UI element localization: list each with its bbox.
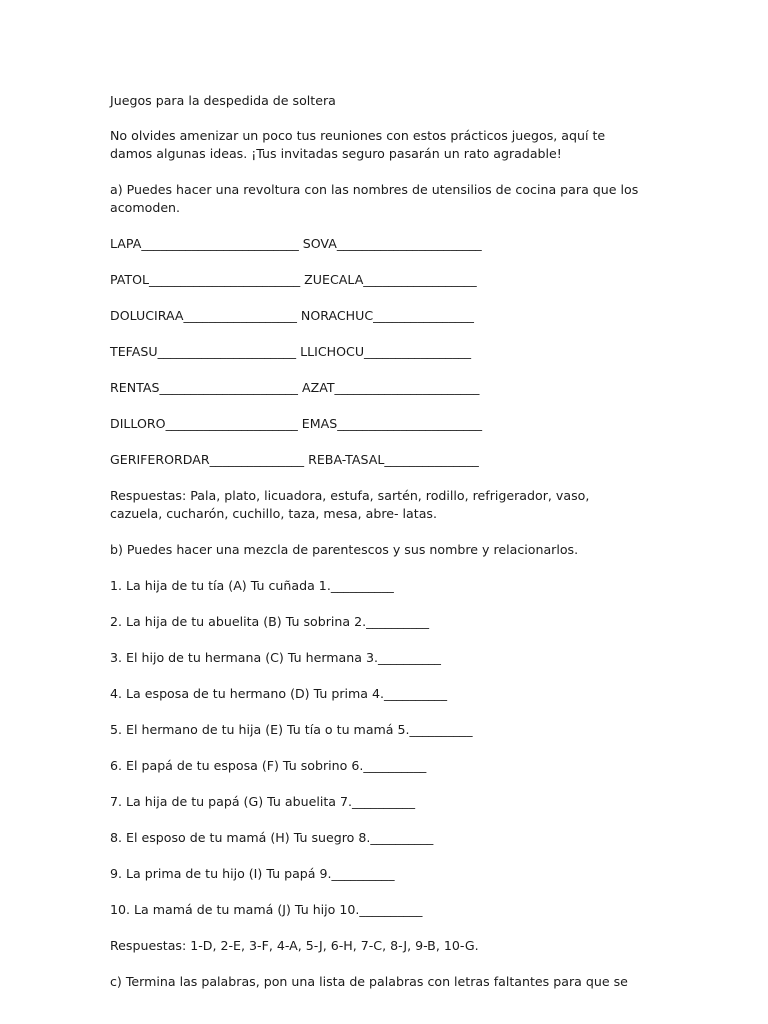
relation-item-7: 7. La hija de tu papá (G) Tu abuelita 7.__________ — [110, 794, 415, 809]
scramble-row-7: GERIFERORDAR_______________ REBA-TASAL_______________ — [110, 452, 479, 467]
relation-item-8: 8. El esposo de tu mamá (H) Tu suegro 8.__________ — [110, 830, 434, 845]
section-c-heading-line-1: c) Termina las palabras, pon una lista de palabras con letras faltantes para que se — [110, 974, 628, 989]
section-b-heading: b) Puedes hacer una mezcla de parentescos y sus nombre y relacionarlos. — [110, 542, 579, 557]
relation-item-5: 5. El hermano de tu hija (E) Tu tía o tu mamá 5.__________ — [110, 722, 473, 737]
scramble-row-4: TEFASU______________________ LLICHOCU_________________ — [110, 344, 472, 359]
relation-item-10: 10. La mamá de tu mamá (J) Tu hijo 10.__________ — [110, 902, 423, 917]
scramble-row-1: LAPA_________________________ SOVA_______________________ — [110, 236, 482, 251]
scramble-row-3: DOLUCIRAA__________________ NORACHUC________________ — [110, 308, 474, 323]
section-a-heading-line-1: a) Puedes hacer una revoltura con las nombres de utensilios de cocina para que los — [110, 182, 639, 197]
section-b-answers: Respuestas: 1-D, 2-E, 3-F, 4-A, 5-J, 6-H, 7-C, 8-J, 9-B, 10-G. — [110, 938, 479, 953]
intro-line-2: damos algunas ideas. ¡Tus invitadas seguro pasarán un rato agradable! — [110, 146, 562, 161]
section-a-answers-line-2: cazuela, cucharón, cuchillo, taza, mesa, abre- latas. — [110, 506, 437, 521]
scramble-row-6: DILLORO_____________________ EMAS_______________________ — [110, 416, 483, 431]
relation-item-9: 9. La prima de tu hijo (I) Tu papá 9.__________ — [110, 866, 395, 881]
section-a-answers-line-1: Respuestas: Pala, plato, licuadora, estufa, sartén, rodillo, refrigerador, vaso, — [110, 488, 590, 503]
document-title: Juegos para la despedida de soltera — [110, 93, 336, 108]
section-a-heading-line-2: acomoden. — [110, 200, 181, 215]
scramble-row-5: RENTAS______________________ AZAT_______________________ — [110, 380, 480, 395]
relation-item-1: 1. La hija de tu tía (A) Tu cuñada 1.__________ — [110, 578, 394, 593]
relation-item-6: 6. El papá de tu esposa (F) Tu sobrino 6.__________ — [110, 758, 427, 773]
relation-item-2: 2. La hija de tu abuelita (B) Tu sobrina 2.__________ — [110, 614, 430, 629]
intro-line-1: No olvides amenizar un poco tus reuniones con estos prácticos juegos, aquí te — [110, 128, 606, 143]
scramble-row-2: PATOL________________________ ZUECALA__________________ — [110, 272, 477, 287]
relation-item-4: 4. La esposa de tu hermano (D) Tu prima 4.__________ — [110, 686, 448, 701]
relation-item-3: 3. El hijo de tu hermana (C) Tu hermana 3.__________ — [110, 650, 441, 665]
